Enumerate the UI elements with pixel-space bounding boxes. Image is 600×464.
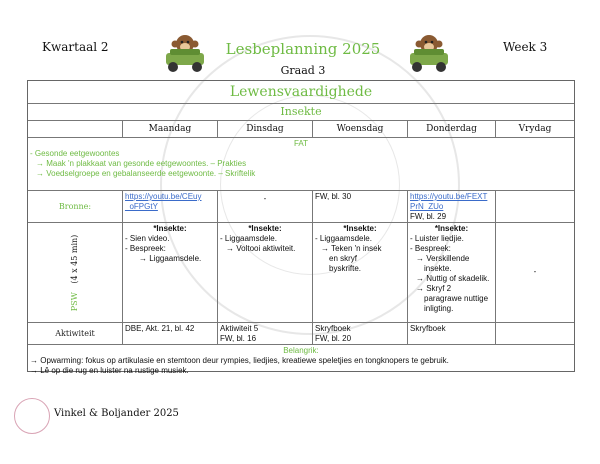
day-header-row <box>28 121 574 138</box>
psw-line: - Liggaamsdele. <box>220 234 277 243</box>
fat-line: - Gesonde eetgewoontes <box>30 149 120 158</box>
resource-text: FW, bl. 29 <box>410 212 447 221</box>
notes-cell <box>28 345 574 375</box>
psw-heading: *Insekte: <box>248 224 282 233</box>
resources-tuesday: - <box>218 191 313 222</box>
psw-line: paragrawe nuttige <box>424 294 489 303</box>
resources-thursday <box>408 191 496 222</box>
psw-label-cell <box>28 223 123 322</box>
day-header-wednesday: Woensdag <box>313 121 408 137</box>
fat-cell <box>28 138 574 190</box>
psw-line: → Liggaamsdele. <box>139 254 202 263</box>
psw-line: en skryf <box>329 254 358 263</box>
day-header-tuesday: Dinsdag <box>218 121 313 137</box>
resources-label: Bronne: <box>28 191 123 222</box>
psw-wednesday <box>313 223 408 322</box>
video-link-continued[interactable]: _oFPGtY <box>125 202 158 211</box>
psw-line: - Sien video. <box>125 234 170 243</box>
quarter-label: Kwartaal 2 <box>42 40 109 54</box>
activity-line: DBE, Akt. 21, bl. 42 <box>125 324 195 333</box>
video-link-continued[interactable]: PrN_ZUo <box>410 202 444 211</box>
brand-logo <box>14 398 50 434</box>
topic-title: Insekte <box>280 105 322 118</box>
resources-wednesday: FW, bl. 30 <box>313 191 408 222</box>
fat-line: → Maak 'n plakkaat van gesonde eetgewoontes. – Prakties <box>36 159 247 168</box>
activity-line: Skryfboek <box>410 324 446 333</box>
psw-line: - Bespreek: <box>410 244 451 253</box>
day-header-monday: Maandag <box>123 121 218 137</box>
psw-label-vertical <box>70 234 80 311</box>
activity-wednesday <box>313 323 408 344</box>
psw-heading: *Insekte: <box>153 224 187 233</box>
activity-line: Aktiwiteit 5 <box>220 324 259 333</box>
day-header-friday: Vrydag <box>518 124 552 134</box>
psw-sublabel: (4 x 45 min) <box>70 234 79 284</box>
psw-friday: - <box>533 267 537 276</box>
psw-line: → Voltooi aktiwiteit. <box>226 244 296 253</box>
empty-header-cell <box>28 121 123 137</box>
psw-line: - Bespreek: <box>125 244 166 253</box>
activity-friday <box>496 323 574 344</box>
fat-label: FAT <box>293 139 309 148</box>
activity-monday <box>123 323 218 344</box>
activity-tuesday <box>218 323 313 344</box>
subject-title: Lewensvaardighede <box>229 84 373 100</box>
resources-row <box>28 191 574 223</box>
psw-heading: *Insekte: <box>434 224 469 233</box>
activity-row <box>28 323 574 345</box>
video-link[interactable]: https://youtu.be/CEuy <box>125 192 202 201</box>
day-header-thursday: Donderdag <box>408 121 496 137</box>
psw-line: byskrifte. <box>329 264 362 273</box>
psw-thursday <box>408 223 496 322</box>
week-label: Week 3 <box>503 40 548 54</box>
footer-credit: Vinkel & Boljander 2025 <box>54 408 179 419</box>
psw-heading: *Insekte: <box>343 224 377 233</box>
video-link[interactable]: https://youtu.be/FEXT <box>410 192 488 201</box>
notes-row <box>28 345 574 375</box>
psw-line: - Liggaamsdele. <box>315 234 372 243</box>
monkey-jeep-icon <box>404 32 454 74</box>
page-title: Lesbeplanning 2025 <box>225 40 381 58</box>
psw-line: inligting. <box>424 304 454 313</box>
psw-tuesday <box>218 223 313 322</box>
resources-friday <box>496 191 574 222</box>
psw-label: PSW <box>70 291 79 311</box>
psw-monday <box>123 223 218 322</box>
subject-row <box>28 81 574 104</box>
psw-line: - Luister liedjie. <box>410 234 464 243</box>
activity-thursday <box>408 323 496 344</box>
psw-line: → Nuttig of skadelik. <box>416 274 490 283</box>
psw-line: → Skryf 2 <box>416 284 452 293</box>
activity-line: Skryfboek <box>315 324 351 333</box>
psw-line: → Verskillende <box>416 254 470 263</box>
psw-row <box>28 223 574 323</box>
notes-line: → Opwarming: fokus op artikulasie en stemtoon deur rympies, liedjies, kreatiewe speletjies en tongknopers te gebruik. <box>30 356 449 365</box>
monkey-jeep-icon <box>160 32 210 74</box>
topic-row <box>28 104 574 121</box>
fat-line: → Voedselgroepe en gebalanseerde eetgewoonte. – Skriftelik <box>36 169 256 178</box>
resources-monday <box>123 191 218 222</box>
grade-label: Graad 3 <box>280 64 326 77</box>
notes-label: Belangrik: <box>283 346 319 355</box>
fat-row <box>28 138 574 191</box>
activity-label: Aktiwiteit <box>28 323 123 344</box>
activity-line: FW, bl. 20 <box>315 334 352 343</box>
lesson-plan-table <box>27 80 575 375</box>
activity-line: FW, bl. 16 <box>220 334 257 343</box>
notes-line: → Lê op die rug en luister na rustige musiek. <box>30 366 189 375</box>
psw-line: → Teken 'n insek <box>321 244 382 253</box>
psw-line: insekte. <box>424 264 452 273</box>
